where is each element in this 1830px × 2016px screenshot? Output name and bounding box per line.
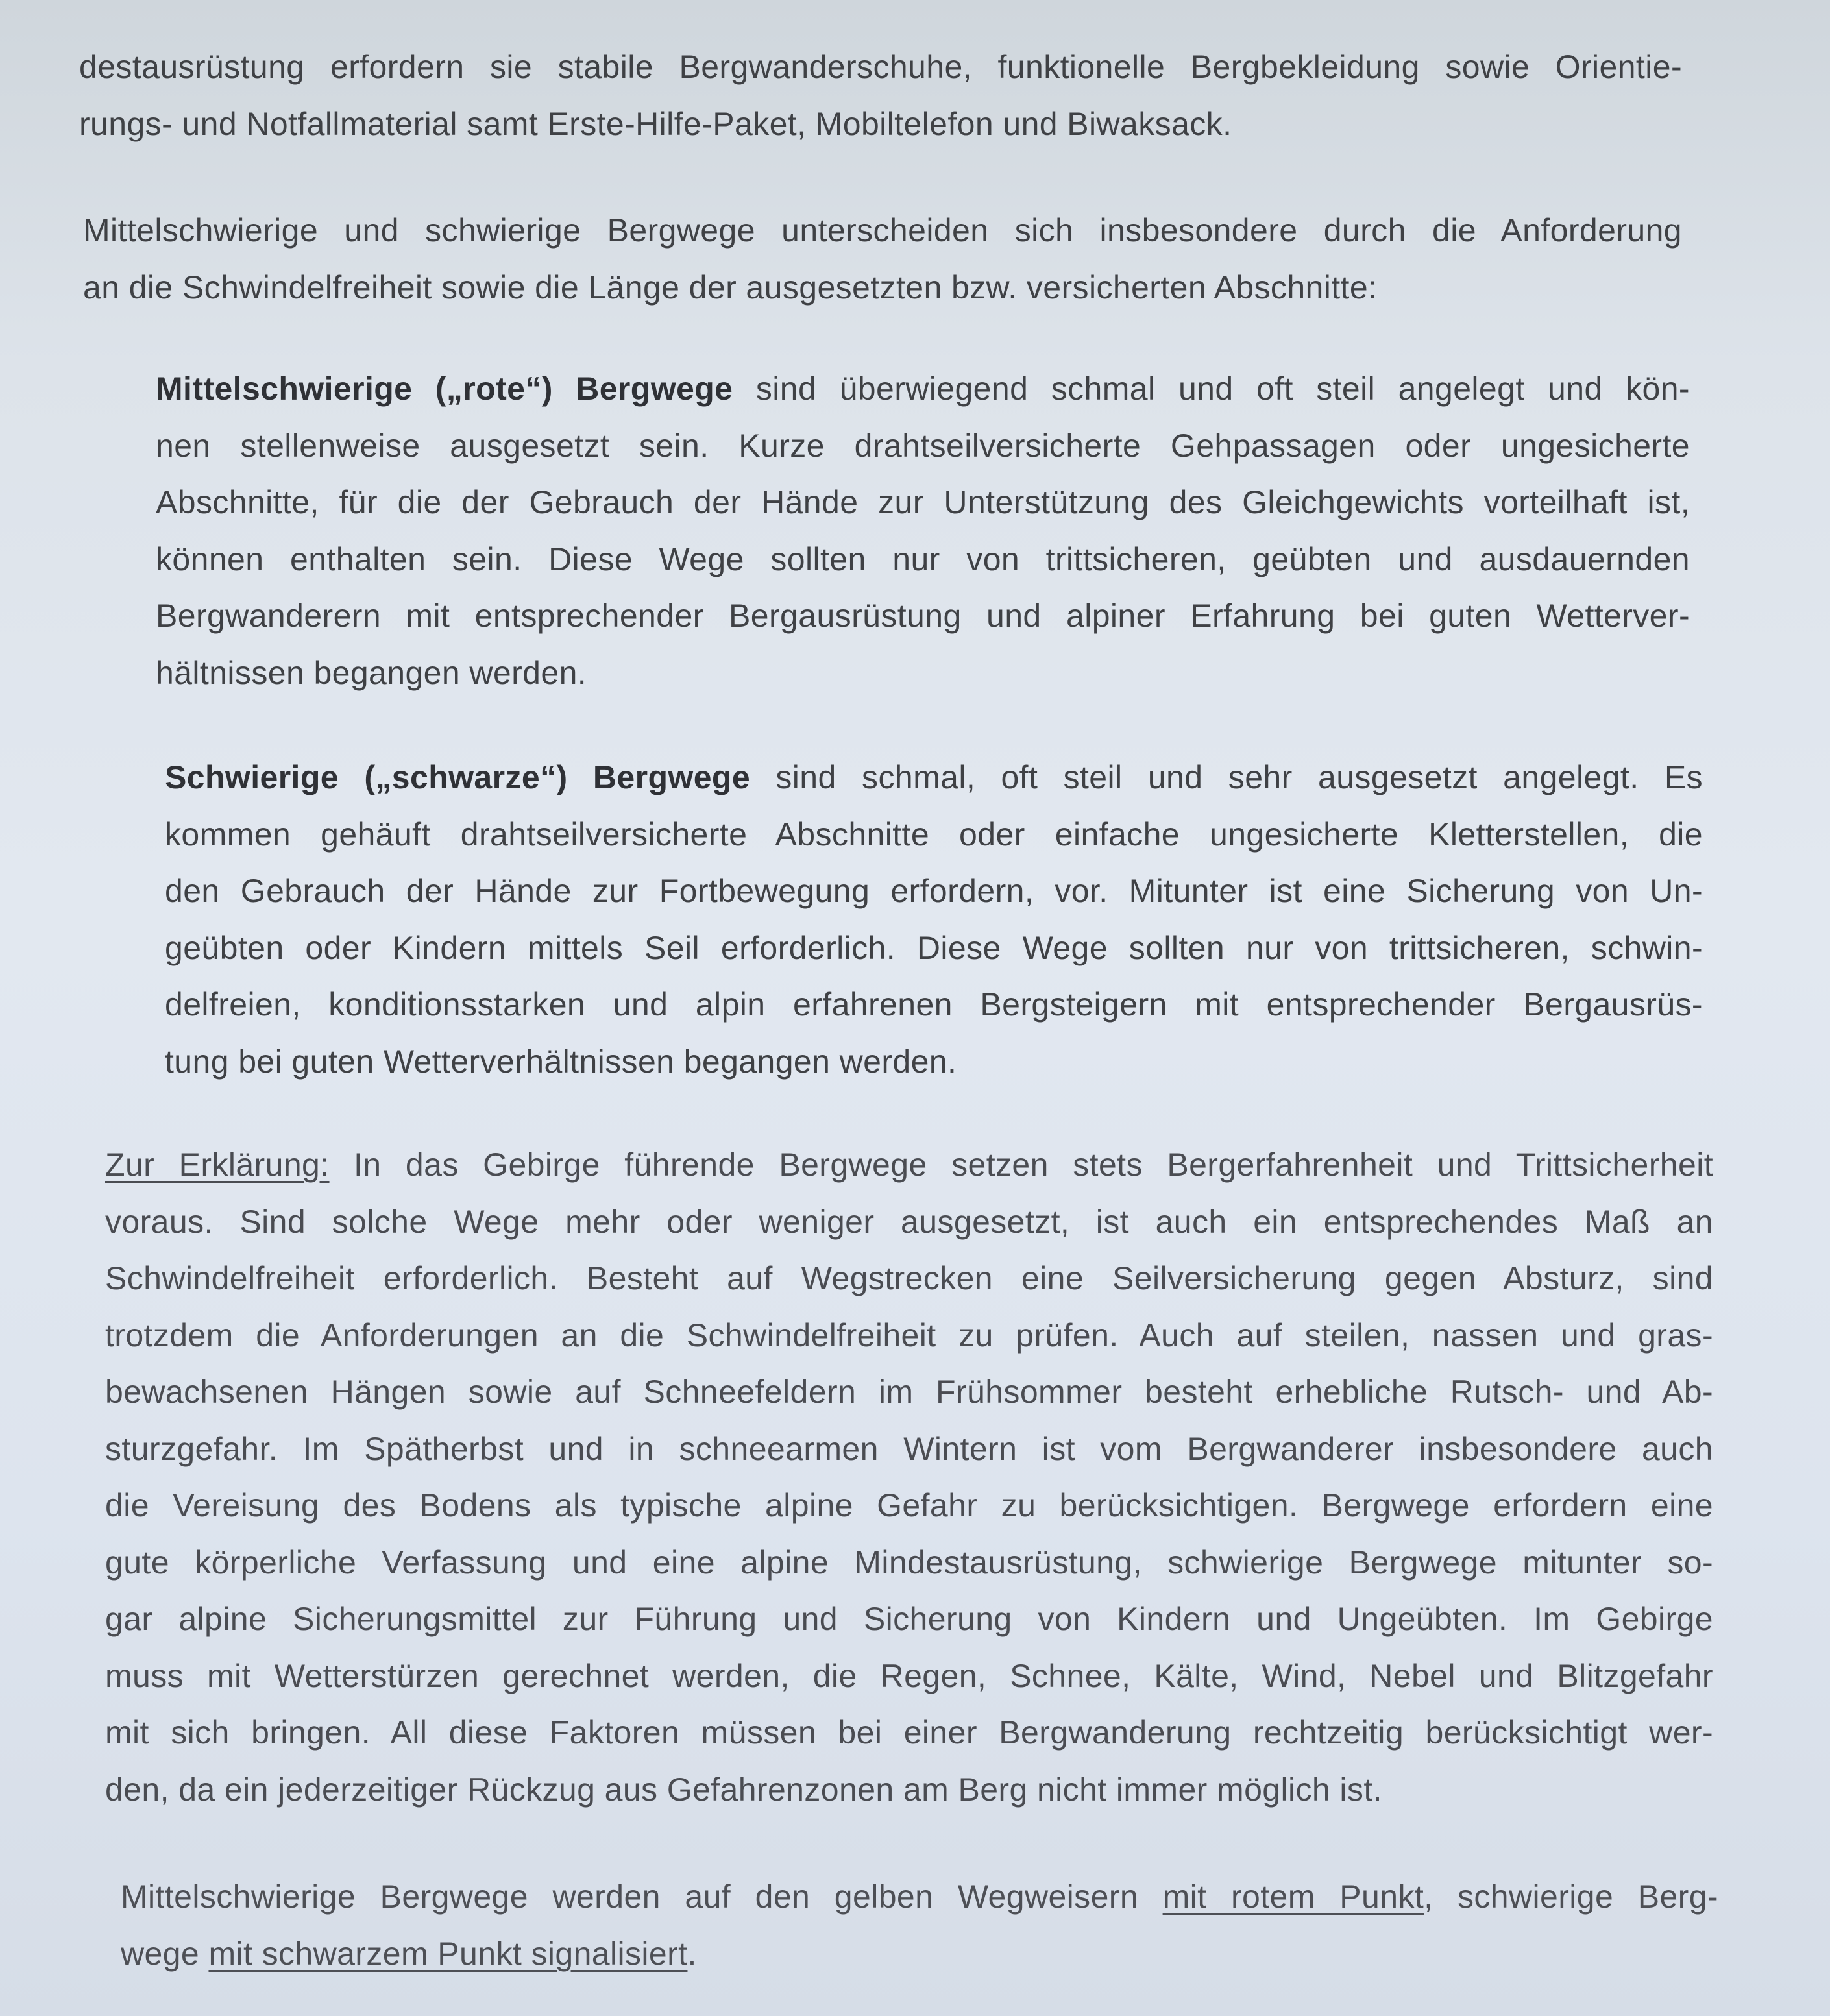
text-fragment: wege xyxy=(121,1935,209,1972)
signals-paragraph xyxy=(121,1869,1718,1982)
text-line: delfreien, konditionsstarken und alpin erfahrenen Bergsteigern mit entsprechender Bergausrüs- xyxy=(165,986,1703,1023)
difficulty-intro-paragraph xyxy=(83,202,1682,316)
text-line: destausrüstung erfordern sie stabile Bergwanderschuhe, funktionelle Bergbekleidung sowie Orientie- xyxy=(79,49,1682,85)
text-line: sturzgefahr. Im Spätherbst und in schneearmen Wintern ist vom Bergwanderer insbesondere auch xyxy=(105,1430,1713,1467)
text-line: hältnissen begangen werden. xyxy=(156,654,587,691)
text-line: nen stellenweise ausgesetzt sein. Kurze drahtseilversicherte Gehpassagen oder ungesicherte xyxy=(156,427,1690,464)
text-line: den Gebrauch der Hände zur Fortbewegung erfordern, vor. Mitunter ist eine Sicherung von Un- xyxy=(165,873,1703,909)
text-line: Mittelschwierige und schwierige Bergwege unterscheiden sich insbesondere durch die Anforderung xyxy=(83,212,1682,249)
explanation-heading: Zur Erklärung: xyxy=(105,1147,330,1183)
text-fragment: In das Gebirge führende Bergwege setzen stets Bergerfahrenheit und Trittsicherheit xyxy=(329,1147,1713,1183)
text-line xyxy=(165,749,1703,807)
text-fragment: . xyxy=(687,1935,697,1972)
text-line: voraus. Sind solche Wege mehr oder weniger ausgesetzt, ist auch ein entsprechendes Maß an xyxy=(105,1203,1713,1240)
red-trail-heading: Mittelschwierige („rote“) Bergwege xyxy=(156,370,733,407)
text-line: gar alpine Sicherungsmittel zur Führung und Sicherung von Kindern und Ungeübten. Im Gebirge xyxy=(105,1601,1713,1637)
text-line: den, da ein jederzeitiger Rückzug aus Gefahrenzonen am Berg nicht immer möglich ist. xyxy=(105,1771,1382,1808)
text-line xyxy=(156,361,1690,418)
text-line: Schwindelfreiheit erforderlich. Besteht auf Wegstrecken eine Seilversicherung gegen Absturz, sind xyxy=(105,1260,1713,1296)
text-line: mit sich bringen. All diese Faktoren müssen bei einer Bergwanderung rechtzeitig berücksichtigt wer- xyxy=(105,1714,1713,1751)
explanation-paragraph xyxy=(105,1137,1713,1818)
text-fragment: , schwierige Berg- xyxy=(1424,1878,1718,1915)
intro-paragraph xyxy=(79,39,1682,152)
text-line: die Vereisung des Bodens als typische alpine Gefahr zu berücksichtigen. Bergwege erfordern eine xyxy=(105,1487,1713,1524)
text-line: geübten oder Kindern mittels Seil erforderlich. Diese Wege sollten nur von trittsicheren, schwin- xyxy=(165,929,1703,966)
text-fragment: sind überwiegend schmal und oft steil angelegt und kön- xyxy=(733,370,1690,407)
text-line: rungs- und Notfallmaterial samt Erste-Hilfe-Paket, Mobiltelefon und Biwaksack. xyxy=(79,105,1232,142)
text-line xyxy=(121,1869,1718,1926)
text-line: trotzdem die Anforderungen an die Schwindelfreiheit zu prüfen. Auch auf steilen, nassen und gras- xyxy=(105,1317,1713,1354)
text-line: muss mit Wetterstürzen gerechnet werden, die Regen, Schnee, Kälte, Wind, Nebel und Blitzgefahr xyxy=(105,1657,1713,1694)
text-line: Bergwanderern mit entsprechender Bergausrüstung und alpiner Erfahrung bei guten Wetterver- xyxy=(156,598,1690,634)
black-trail-paragraph xyxy=(165,749,1703,1090)
red-dot-note: mit rotem Punkt xyxy=(1162,1878,1424,1915)
text-fragment: sind schmal, oft steil und sehr ausgesetzt angelegt. Es xyxy=(750,759,1703,795)
text-line xyxy=(105,1137,1713,1194)
text-line: tung bei guten Wetterverhältnissen begangen werden. xyxy=(165,1043,957,1080)
text-line: können enthalten sein. Diese Wege sollten nur von trittsicheren, geübten und ausdauernden xyxy=(156,540,1690,577)
text-line: kommen gehäuft drahtseilversicherte Abschnitte oder einfache ungesicherte Kletterstellen, die xyxy=(165,816,1703,853)
text-line: Abschnitte, für die der Gebrauch der Hände zur Unterstützung des Gleichgewichts vorteilhaft ist, xyxy=(156,484,1690,520)
text-line: an die Schwindelfreiheit sowie die Länge der ausgesetzten bzw. versicherten Abschnitte: xyxy=(83,269,1378,306)
black-trail-heading: Schwierige („schwarze“) Bergwege xyxy=(165,759,751,795)
black-dot-note: mit schwarzem Punkt signalisiert xyxy=(208,1935,688,1972)
text-line: gute körperliche Verfassung und eine alpine Mindestausrüstung, schwierige Bergwege mitunter so- xyxy=(105,1544,1713,1581)
text-fragment: Mittelschwierige Bergwege werden auf den gelben Wegweisern xyxy=(121,1878,1163,1915)
text-line: bewachsenen Hängen sowie auf Schneefeldern im Frühsommer besteht erhebliche Rutsch- und Ab- xyxy=(105,1374,1713,1410)
red-trail-paragraph xyxy=(156,361,1690,701)
text-line xyxy=(121,1926,1718,1983)
